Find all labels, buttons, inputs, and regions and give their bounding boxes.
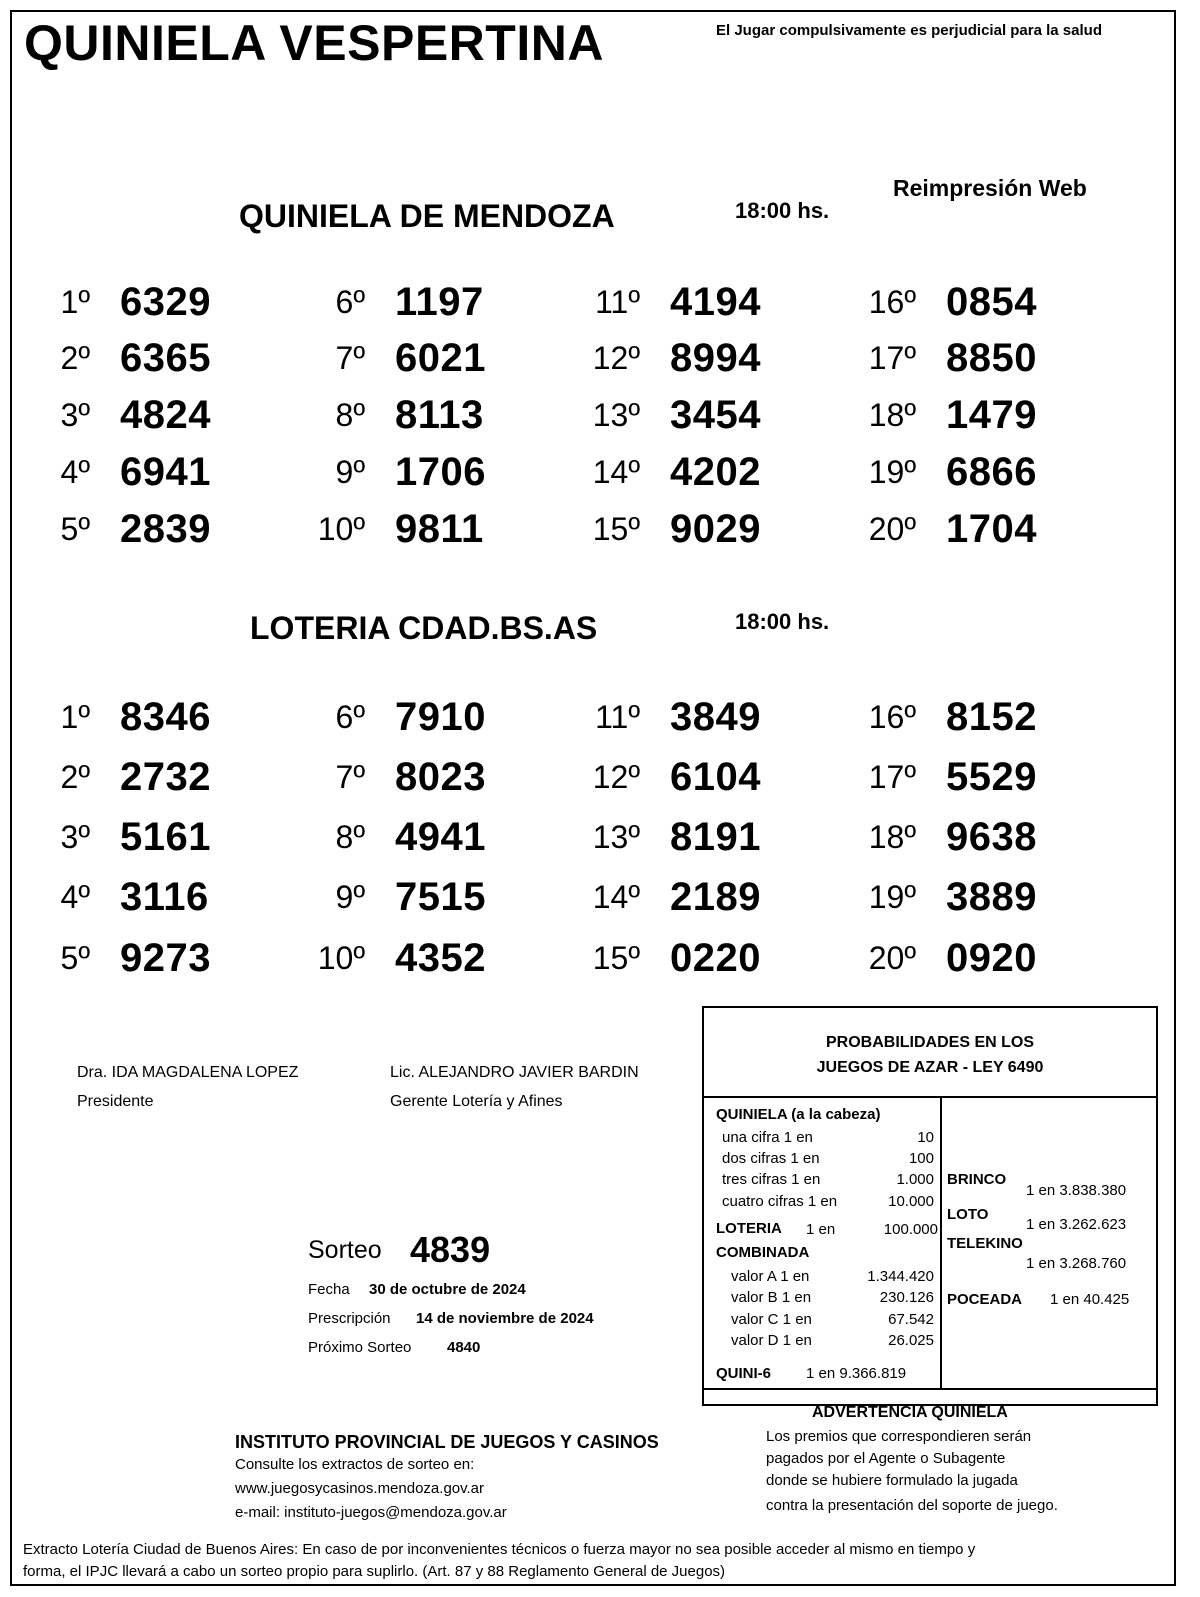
result-number: 8113 [395,393,484,437]
prescription-label: Prescripción [308,1310,391,1327]
result-number: 0920 [946,936,1037,980]
result-position: 11º [595,284,640,320]
probabilities-title [704,1030,1156,1080]
result-number: 8152 [946,695,1037,739]
result-number: 6329 [120,280,211,324]
quini6-prob-value: 1 en 9.366.819 [806,1365,907,1382]
result-number: 4194 [670,280,761,324]
result-number: 4352 [395,936,486,980]
next-draw-number: 4840 [447,1339,481,1356]
result-number: 8994 [670,336,761,380]
footer-note-line2: forma, el IPJC llevará a cabo un sorteo propio para suplirlo. (Art. 87 y 88 Reglamento General de Juegos) [23,1563,726,1580]
result-number: 6941 [120,450,211,494]
result-number: 3454 [670,393,761,437]
combinada-prob-row-label: valor B 1 en [731,1289,812,1306]
loteria-prob-value: 100.000 [883,1221,938,1238]
bsas-title: LOTERIA CDAD.BS.AS [250,610,598,646]
result-position: 10º [317,940,365,976]
result-position: 19º [868,454,916,490]
probabilities-title-line2: JUEGOS DE AZAR - LEY 6490 [816,1059,1044,1076]
result-position: 13º [592,819,640,855]
result-row [826,695,1096,745]
probabilities-divider [940,1098,942,1388]
result-row [275,755,545,805]
result-number: 4941 [395,815,486,859]
result-position: 7º [335,340,365,376]
result-number: 1706 [395,450,486,494]
health-warning: El Jugar compulsivamente es perjudicial para la salud [716,22,1102,39]
result-row [0,507,270,557]
result-number: 8346 [120,695,211,739]
result-number: 3116 [120,875,209,919]
probabilities-title-line1: PROBABILIDADES EN LOS [825,1034,1034,1051]
result-position: 4º [60,879,90,915]
signature-name-manager: Lic. ALEJANDRO JAVIER BARDIN [390,1064,639,1081]
result-position: 15º [592,940,640,976]
result-row [826,280,1096,330]
quiniela-prob-row-value: 1.000 [896,1171,934,1188]
advertencia-line: contra la presentación del soporte de juego. [766,1497,1058,1514]
institute-name: INSTITUTO PROVINCIAL DE JUEGOS Y CASINOS [235,1432,659,1452]
result-number: 6104 [670,755,761,799]
result-position: 1º [60,284,90,320]
probabilities-table [704,1096,1156,1390]
result-row [0,936,270,986]
result-number: 1704 [946,507,1037,551]
result-number: 9811 [395,507,484,551]
institute-consult: Consulte los extractos de sorteo en: [235,1456,475,1473]
result-row [550,875,820,925]
result-row [826,450,1096,500]
advertencia-line: donde se hubiere formulado la jugada [766,1472,1018,1489]
result-number: 8191 [670,815,761,859]
result-row [275,695,545,745]
result-number: 1479 [946,393,1037,437]
result-number: 6866 [946,450,1037,494]
result-row [550,755,820,805]
result-row [0,450,270,500]
result-position: 12º [592,759,640,795]
result-row [0,815,270,865]
draw-date: 30 de octubre de 2024 [369,1281,526,1298]
result-position: 6º [335,699,365,735]
result-position: 14º [592,454,640,490]
quiniela-prob-row-label: tres cifras 1 en [722,1171,821,1188]
quiniela-prob-row-value: 10.000 [888,1193,934,1210]
result-number: 4202 [670,450,761,494]
date-label: Fecha [308,1281,350,1298]
draw-label: Sorteo [308,1236,382,1264]
result-number: 2732 [120,755,211,799]
institute-web-link[interactable]: www.juegosycasinos.mendoza.gov.ar [235,1480,485,1497]
result-number: 7910 [395,695,486,739]
result-row [275,336,545,386]
result-number: 0220 [670,936,761,980]
combinada-prob-row-value: 26.025 [888,1332,934,1349]
result-number: 0854 [946,280,1037,324]
result-position: 10º [317,511,365,547]
combinada-prob-row-label: valor C 1 en [731,1311,812,1328]
brinco-prob-label: BRINCO [947,1171,1007,1188]
result-row [550,815,820,865]
advertencia-line: Los premios que correspondieren serán [766,1428,1032,1445]
result-position: 1º [60,699,90,735]
result-number: 6365 [120,336,211,380]
prescription-date: 14 de noviembre de 2024 [416,1310,594,1327]
result-position: 3º [60,819,90,855]
result-position: 8º [335,397,365,433]
result-row [550,280,820,330]
result-row [550,507,820,557]
result-position: 20º [868,511,916,547]
result-position: 7º [335,759,365,795]
result-row [826,815,1096,865]
result-position: 6º [335,284,365,320]
result-number: 7515 [395,875,486,919]
result-position: 13º [592,397,640,433]
result-number: 9638 [946,815,1037,859]
result-row [826,755,1096,805]
result-row [0,336,270,386]
result-position: 15º [592,511,640,547]
result-position: 17º [868,759,916,795]
result-row [826,875,1096,925]
result-position: 16º [868,284,916,320]
poceada-prob-label: POCEADA [947,1291,1023,1308]
quiniela-prob-row-label: dos cifras 1 en [722,1150,820,1167]
combinada-prob-row-value: 230.126 [879,1289,934,1306]
result-position: 12º [592,340,640,376]
result-row [826,336,1096,386]
result-position: 20º [868,940,916,976]
next-draw-label: Próximo Sorteo [308,1339,412,1356]
result-position: 9º [335,454,365,490]
result-row [0,695,270,745]
quiniela-prob-row-value: 10 [917,1129,934,1146]
poceada-prob-value: 1 en 40.425 [1050,1291,1130,1308]
result-row [275,936,545,986]
probabilities-box [702,1006,1158,1406]
mendoza-title: QUINIELA DE MENDOZA [239,198,615,234]
result-position: 11º [595,699,640,735]
signature-role-manager: Gerente Lotería y Afines [390,1093,563,1110]
result-row [0,875,270,925]
brinco-prob-value: 1 en 3.838.380 [1026,1182,1127,1199]
mendoza-time: 18:00 hs. [735,198,830,223]
telekino-prob-value: 1 en 3.268.760 [1026,1255,1127,1272]
institute-email-link[interactable]: e-mail: instituto-juegos@mendoza.gov.ar [235,1504,507,1521]
result-row [0,755,270,805]
result-row [275,280,545,330]
quini6-prob-label: QUINI-6 [716,1365,772,1382]
advertencia-line: pagados por el Agente o Subagente [766,1450,1006,1467]
result-row [550,695,820,745]
combinada-prob-label: COMBINADA [716,1244,810,1261]
result-number: 8023 [395,755,486,799]
result-row [826,393,1096,443]
result-row [826,936,1096,986]
result-row [550,336,820,386]
result-position: 4º [60,454,90,490]
result-row [275,393,545,443]
result-position: 5º [60,511,90,547]
result-row [275,815,545,865]
result-row [275,875,545,925]
result-row [550,450,820,500]
loteria-prob-label: LOTERIA [716,1220,782,1237]
result-number: 1197 [395,280,484,324]
result-position: 19º [868,879,916,915]
result-row [550,936,820,986]
bsas-time: 18:00 hs. [735,609,830,634]
result-number: 2189 [670,875,761,919]
result-position: 18º [868,819,916,855]
advertencia-title: ADVERTENCIA QUINIELA [812,1404,1008,1421]
result-number: 8850 [946,336,1037,380]
result-position: 8º [335,819,365,855]
result-row [275,450,545,500]
result-number: 5161 [120,815,211,859]
result-number: 9029 [670,507,761,551]
result-row [0,280,270,330]
result-position: 9º [335,879,365,915]
combinada-prob-row-value: 1.344.420 [867,1268,934,1285]
telekino-prob-label: TELEKINO [947,1235,1023,1252]
quiniela-prob-label: QUINIELA (a la cabeza) [716,1106,881,1123]
loteria-prob-en: 1 en [806,1221,836,1238]
quiniela-prob-row-label: una cifra 1 en [722,1129,813,1146]
combinada-prob-row-label: valor A 1 en [731,1268,810,1285]
result-position: 17º [868,340,916,376]
result-row [0,393,270,443]
quiniela-prob-row-value: 100 [908,1150,934,1167]
page-title: QUINIELA VESPERTINA [24,15,604,71]
result-number: 9273 [120,936,211,980]
combinada-prob-row-label: valor D 1 en [731,1332,812,1349]
result-position: 14º [592,879,640,915]
result-number: 5529 [946,755,1037,799]
combinada-prob-row-value: 67.542 [888,1311,934,1328]
signature-role-president: Presidente [77,1093,154,1110]
result-position: 2º [60,340,90,376]
result-row [826,507,1096,557]
result-number: 3849 [670,695,761,739]
result-number: 4824 [120,393,211,437]
result-position: 18º [868,397,916,433]
result-number: 2839 [120,507,211,551]
result-number: 6021 [395,336,486,380]
footer-note-line1: Extracto Lotería Ciudad de Buenos Aires: En caso de por inconvenientes técnicos o fuerza mayor no sea posible acceder al mismo en tiempo y [23,1541,976,1558]
loto-prob-value: 1 en 3.262.623 [1026,1216,1127,1233]
result-position: 2º [60,759,90,795]
loto-prob-label: LOTO [947,1206,989,1223]
signature-name-president: Dra. IDA MAGDALENA LOPEZ [77,1064,299,1081]
result-row [275,507,545,557]
draw-number: 4839 [410,1229,491,1270]
result-number: 3889 [946,875,1037,919]
result-position: 16º [868,699,916,735]
result-position: 3º [60,397,90,433]
result-row [550,393,820,443]
quiniela-prob-row-label: cuatro cifras 1 en [722,1193,838,1210]
result-position: 5º [60,940,90,976]
reprint-label: Reimpresión Web [893,175,1087,201]
